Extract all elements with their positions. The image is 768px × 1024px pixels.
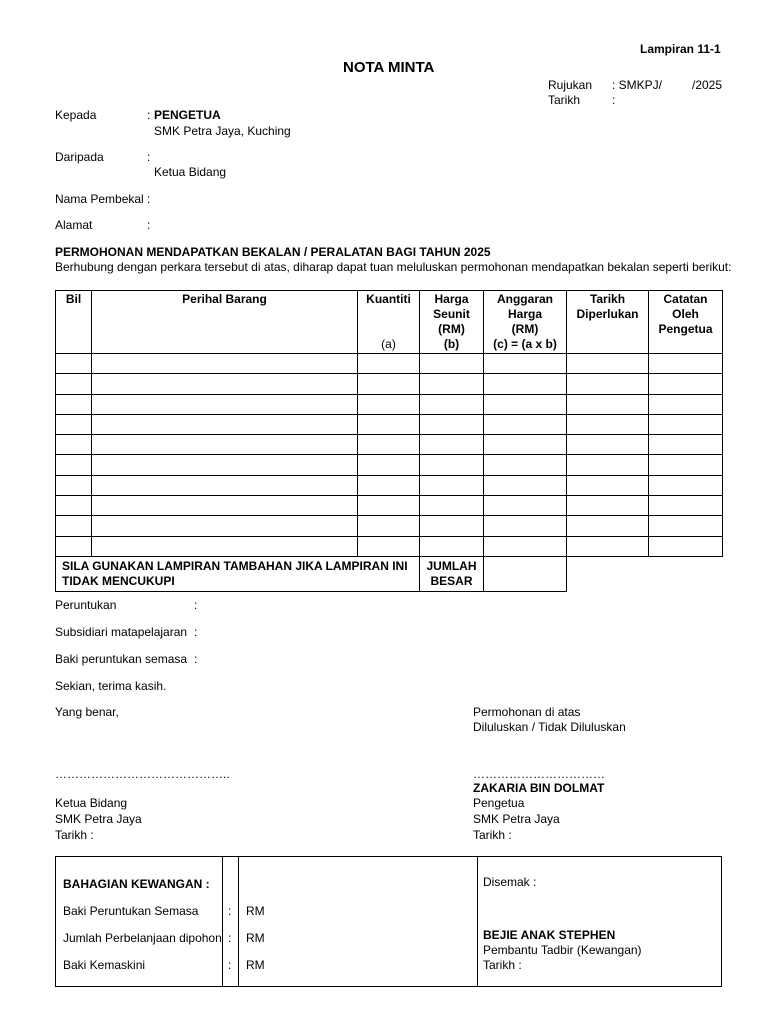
footer-note: SILA GUNAKAN LAMPIRAN TAMBAHAN JIKA LAMPIRAN INI TIDAK MENCUKUPI	[56, 556, 420, 591]
from-value: Ketua Bidang	[154, 165, 227, 179]
page-title: NOTA MINTA	[343, 59, 435, 76]
request-table	[55, 290, 723, 592]
cell-price[interactable]	[420, 414, 484, 434]
ref-year: /2025	[692, 78, 723, 92]
cell-note[interactable]	[649, 374, 723, 394]
col-budget-line1: Anggaran	[496, 292, 553, 306]
cell-date[interactable]	[567, 536, 649, 556]
col-date-line1: Tarikh	[589, 292, 626, 306]
right-title: Pengetua	[473, 796, 525, 810]
cell-budget[interactable]	[484, 394, 567, 414]
finance-row1-colon: :	[228, 904, 232, 918]
table-row	[56, 536, 723, 556]
to-name: PENGETUA	[154, 108, 221, 122]
cell-bil[interactable]	[56, 354, 92, 374]
col-date	[567, 291, 649, 354]
divider	[238, 857, 239, 986]
subsidiary-colon: :	[194, 625, 198, 639]
date-label: Tarikh	[548, 93, 581, 107]
cell-budget[interactable]	[484, 414, 567, 434]
from-label: Daripada	[55, 150, 104, 164]
table-row	[56, 394, 723, 414]
supplier-colon: :	[147, 192, 151, 206]
from-colon: :	[147, 150, 151, 164]
request-heading: PERMOHONAN MENDAPATKAN BEKALAN / PERALATAN BAGI TAHUN 2025	[55, 245, 491, 259]
cell-date[interactable]	[567, 394, 649, 414]
cell-qty[interactable]	[358, 414, 420, 434]
cell-note[interactable]	[649, 354, 723, 374]
cell-budget[interactable]	[484, 374, 567, 394]
col-budget-line3: (RM)	[511, 322, 539, 336]
supplier-label: Nama Pembekal	[55, 192, 144, 206]
clerk-name: BEJIE ANAK STEPHEN	[483, 928, 616, 942]
finance-row2-currency: RM	[246, 931, 265, 945]
col-note-line2: Oleh	[672, 307, 699, 321]
cell-price[interactable]	[420, 435, 484, 455]
cell-budget[interactable]	[484, 536, 567, 556]
finance-row3-label: Baki Kemaskini	[63, 958, 146, 972]
col-date-line2: Diperlukan	[576, 307, 639, 321]
col-budget	[484, 291, 567, 354]
checked-label: Disemak :	[483, 875, 537, 889]
cell-item[interactable]	[92, 374, 358, 394]
col-budget-line2: Harga	[507, 307, 542, 321]
cell-item[interactable]	[92, 516, 358, 536]
alloc-colon: :	[194, 598, 198, 612]
balance-label: Baki peruntukan semasa	[55, 652, 188, 666]
cell-price[interactable]	[420, 394, 484, 414]
cell-bil[interactable]	[56, 455, 92, 475]
alloc-label: Peruntukan	[55, 598, 117, 612]
cell-note[interactable]	[649, 394, 723, 414]
right-signature-line: ……………………………	[473, 767, 605, 781]
col-bil	[56, 291, 92, 354]
footer-blank	[567, 556, 649, 591]
col-price-line3: (RM)	[438, 322, 465, 336]
total-label	[420, 556, 484, 591]
total-value-cell[interactable]	[484, 556, 567, 591]
approval-line2: Diluluskan / Tidak Diluluskan	[473, 720, 626, 734]
cell-qty[interactable]	[358, 394, 420, 414]
finance-heading: BAHAGIAN KEWANGAN :	[63, 877, 210, 891]
cell-note[interactable]	[649, 455, 723, 475]
table-row	[56, 414, 723, 434]
table-row	[56, 496, 723, 516]
left-title: Ketua Bidang	[55, 796, 128, 810]
cell-date[interactable]	[567, 354, 649, 374]
col-qty-sub: (a)	[381, 337, 396, 351]
ref-value: : SMKPJ/	[612, 78, 663, 92]
divider	[477, 857, 478, 986]
cell-note[interactable]	[649, 516, 723, 536]
cell-budget[interactable]	[484, 354, 567, 374]
col-qty	[358, 291, 420, 354]
cell-qty[interactable]	[358, 435, 420, 455]
cell-date[interactable]	[567, 414, 649, 434]
cell-bil[interactable]	[56, 414, 92, 434]
ref-label: Rujukan	[548, 78, 593, 92]
cell-price[interactable]	[420, 455, 484, 475]
total-label-line2: BESAR	[430, 573, 473, 588]
cell-date[interactable]	[567, 475, 649, 495]
cell-item[interactable]	[92, 536, 358, 556]
annex-label: Lampiran 11-1	[640, 42, 721, 56]
left-date: Tarikh :	[55, 828, 94, 842]
footer-blank	[649, 556, 723, 591]
col-price-sub: (b)	[443, 337, 460, 351]
clerk-date: Tarikh :	[483, 958, 522, 972]
cell-note[interactable]	[649, 536, 723, 556]
cell-bil[interactable]	[56, 394, 92, 414]
cell-bil[interactable]	[56, 435, 92, 455]
right-school: SMK Petra Jaya	[473, 812, 560, 826]
address-colon: :	[147, 218, 151, 232]
col-note-line3: Pengetua	[658, 322, 713, 336]
principal-name: ZAKARIA BIN DOLMAT	[473, 781, 605, 795]
cell-item[interactable]	[92, 414, 358, 434]
table-row	[56, 354, 723, 374]
cell-qty[interactable]	[358, 455, 420, 475]
table-header-row	[56, 291, 723, 354]
table-row	[56, 374, 723, 394]
cell-qty[interactable]	[358, 516, 420, 536]
col-price-line1: Harga	[434, 292, 469, 306]
col-note-line1: Catatan	[663, 292, 708, 306]
table-row	[56, 516, 723, 536]
cell-price[interactable]	[420, 374, 484, 394]
to-school: SMK Petra Jaya, Kuching	[154, 124, 291, 138]
cell-price[interactable]	[420, 354, 484, 374]
table-row	[56, 435, 723, 455]
total-label-line1: JUMLAH	[426, 558, 477, 573]
cell-bil[interactable]	[56, 536, 92, 556]
finance-row1-label: Baki Peruntukan Semasa	[63, 904, 199, 918]
to-label: Kepada	[55, 108, 97, 122]
cell-budget[interactable]	[484, 435, 567, 455]
date-colon: :	[612, 93, 616, 107]
col-price	[420, 291, 484, 354]
table-footer-row	[56, 556, 723, 591]
left-signature-line: ……………………………………..	[55, 767, 230, 781]
cell-price[interactable]	[420, 496, 484, 516]
cell-qty[interactable]	[358, 374, 420, 394]
cell-date[interactable]	[567, 516, 649, 536]
finance-row2-colon: :	[228, 931, 232, 945]
cell-bil[interactable]	[56, 374, 92, 394]
cell-date[interactable]	[567, 455, 649, 475]
cell-bil[interactable]	[56, 475, 92, 495]
table-row	[56, 475, 723, 495]
approval-line1: Permohonan di atas	[473, 705, 581, 719]
finance-section	[55, 856, 722, 987]
table-row	[56, 455, 723, 475]
cell-budget[interactable]	[484, 496, 567, 516]
cell-note[interactable]	[649, 435, 723, 455]
cell-budget[interactable]	[484, 455, 567, 475]
cell-item[interactable]	[92, 394, 358, 414]
cell-qty[interactable]	[358, 496, 420, 516]
request-intro: Berhubung dengan perkara tersebut di atas, diharap dapat tuan meluluskan permohonan mendapatkan bekalan seperti berikut:	[55, 260, 732, 274]
cell-bil[interactable]	[56, 516, 92, 536]
cell-price[interactable]	[420, 536, 484, 556]
col-note	[649, 291, 723, 354]
col-budget-sub: (c) = (a x b)	[493, 337, 557, 351]
finance-row3-colon: :	[228, 958, 232, 972]
cell-item[interactable]	[92, 435, 358, 455]
balance-colon: :	[194, 652, 198, 666]
subsidiary-label: Subsidiari matapelajaran	[55, 625, 188, 639]
cell-price[interactable]	[420, 475, 484, 495]
col-item	[92, 291, 358, 354]
cell-qty[interactable]	[358, 475, 420, 495]
to-colon: :	[147, 108, 151, 122]
cell-budget[interactable]	[484, 516, 567, 536]
cell-note[interactable]	[649, 496, 723, 516]
cell-note[interactable]	[649, 414, 723, 434]
cell-note[interactable]	[649, 475, 723, 495]
closing-text: Sekian, terima kasih.	[55, 679, 167, 693]
finance-row3-currency: RM	[246, 958, 265, 972]
cell-qty[interactable]	[358, 354, 420, 374]
cell-budget[interactable]	[484, 475, 567, 495]
cell-date[interactable]	[567, 374, 649, 394]
right-date: Tarikh :	[473, 828, 512, 842]
col-price-line2: Seunit	[433, 307, 470, 321]
cell-qty[interactable]	[358, 536, 420, 556]
left-school: SMK Petra Jaya	[55, 812, 142, 826]
col-qty-label: Kuantiti	[366, 292, 411, 306]
cell-item[interactable]	[92, 455, 358, 475]
sincerely-text: Yang benar,	[55, 705, 119, 719]
col-bil-label: Bil	[65, 292, 82, 306]
finance-row1-currency: RM	[246, 904, 265, 918]
cell-date[interactable]	[567, 435, 649, 455]
cell-bil[interactable]	[56, 496, 92, 516]
address-label: Alamat	[55, 218, 93, 232]
clerk-title: Pembantu Tadbir (Kewangan)	[483, 943, 642, 957]
cell-date[interactable]	[567, 496, 649, 516]
cell-price[interactable]	[420, 516, 484, 536]
cell-item[interactable]	[92, 475, 358, 495]
finance-row2-label: Jumlah Perbelanjaan dipohon	[63, 931, 222, 945]
cell-item[interactable]	[92, 354, 358, 374]
col-item-label: Perihal Barang	[182, 292, 267, 306]
divider	[222, 857, 223, 986]
cell-item[interactable]	[92, 496, 358, 516]
